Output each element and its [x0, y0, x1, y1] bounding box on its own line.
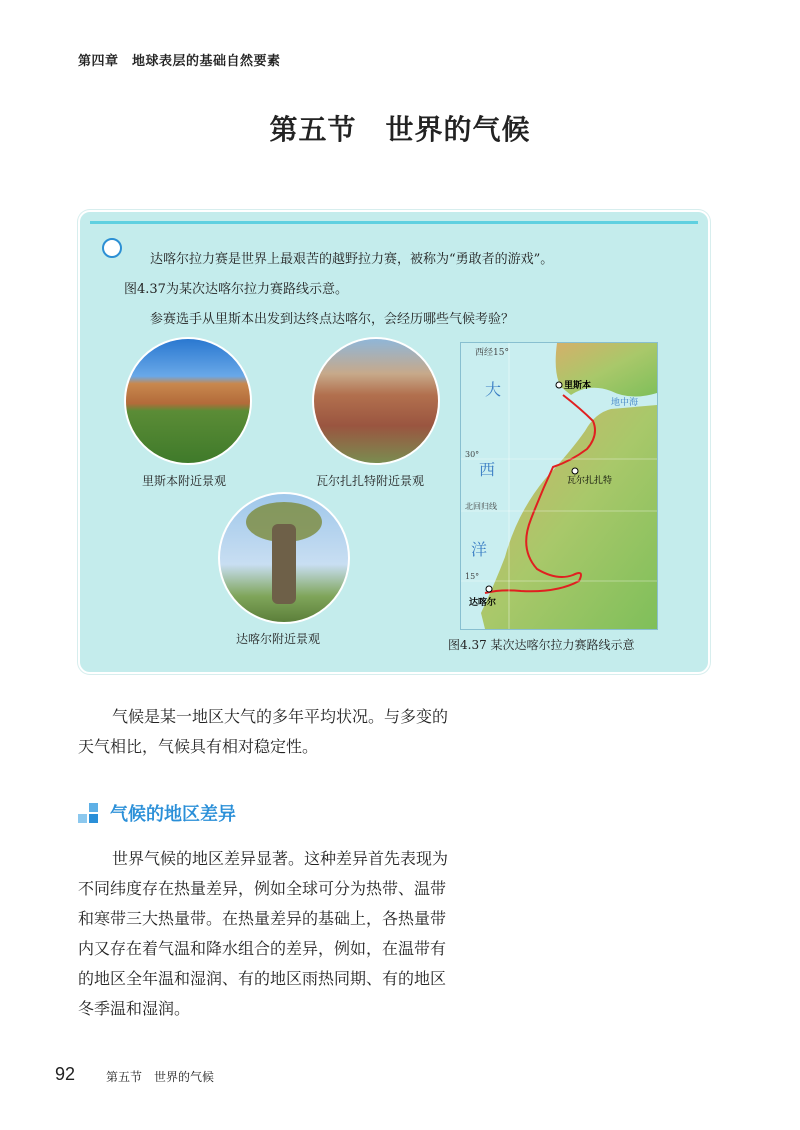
ouarzazate-marker — [572, 468, 578, 474]
west15-label: 西经15° — [475, 348, 509, 358]
route-map-svg — [461, 343, 657, 629]
subsection-heading — [78, 798, 236, 828]
body-line: 的地区全年温和湿润、有的地区雨热同期、有的地区 — [78, 969, 447, 988]
lat30-label: 30° — [465, 450, 480, 459]
activity-line-2: 图4.37为某次达喀尔拉力赛路线示意。 — [124, 282, 348, 297]
blocks-icon — [78, 802, 100, 824]
dakar-caption: 达喀尔附近景观 — [236, 632, 321, 646]
body-paragraph — [78, 844, 538, 1024]
lat15-label: 15° — [465, 572, 480, 581]
ouarzazate-caption: 瓦尔扎扎特附近景观 — [316, 474, 425, 488]
baobab-trunk — [272, 524, 296, 604]
page-number: 92 — [55, 1064, 76, 1084]
ouarzazate-label: 瓦尔扎扎特 — [567, 476, 613, 486]
intro-paragraph — [78, 702, 538, 762]
chapter-header: 第四章 地球表层的基础自然要素 — [78, 54, 281, 69]
tropic-label: 北回归线 — [465, 502, 497, 511]
lisbon-label: 里斯本 — [564, 381, 592, 391]
dakar-landscape-photo — [218, 492, 350, 624]
ocean-label-yang: 洋 — [471, 540, 488, 559]
section-title: 第五节 世界的气候 — [269, 113, 531, 146]
sea-label: 地中海 — [611, 398, 639, 408]
activity-box — [78, 210, 710, 674]
body-line: 世界气候的地区差异显著。这种差异首先表现为 — [112, 849, 449, 868]
footer-section-title: 第五节 世界的气候 — [106, 1070, 215, 1084]
ocean-label-xi: 西 — [479, 460, 496, 479]
activity-top-line — [90, 221, 698, 224]
dakar-label: 达喀尔 — [469, 598, 497, 608]
activity-line-3: 参赛选手从里斯本出发到达终点达喀尔，会经历哪些气候考验？ — [150, 312, 515, 327]
activity-line-1: 达喀尔拉力赛是世界上最艰苦的越野拉力赛，被称为“勇敢者的游戏”。 — [150, 252, 554, 267]
ouarzazate-landscape-photo — [312, 337, 440, 465]
map-caption: 图4.37 某次达喀尔拉力赛路线示意 — [448, 638, 635, 652]
lisbon-landscape-photo — [124, 337, 252, 465]
lisbon-caption: 里斯本附近景观 — [142, 474, 227, 488]
body-line: 和寒带三大热量带。在热量差异的基础上，各热量带 — [78, 909, 447, 928]
body-line: 不同纬度存在热量差异，例如全球可分为热带、温带 — [78, 879, 447, 898]
intro-line: 气候是某一地区大气的多年平均状况。与多变的 — [112, 707, 449, 726]
rally-route-map — [460, 342, 658, 630]
dakar-marker — [486, 586, 492, 592]
lisbon-marker — [556, 382, 562, 388]
intro-line: 天气相比，气候具有相对稳定性。 — [78, 737, 319, 756]
body-line: 内又存在着气温和降水组合的差异，例如，在温带有 — [78, 939, 447, 958]
subsection-title: 气候的地区差异 — [110, 804, 236, 825]
ocean-label-da: 大 — [485, 380, 502, 399]
body-line: 冬季温和湿润。 — [78, 999, 191, 1018]
activity-circle-icon — [102, 238, 122, 258]
